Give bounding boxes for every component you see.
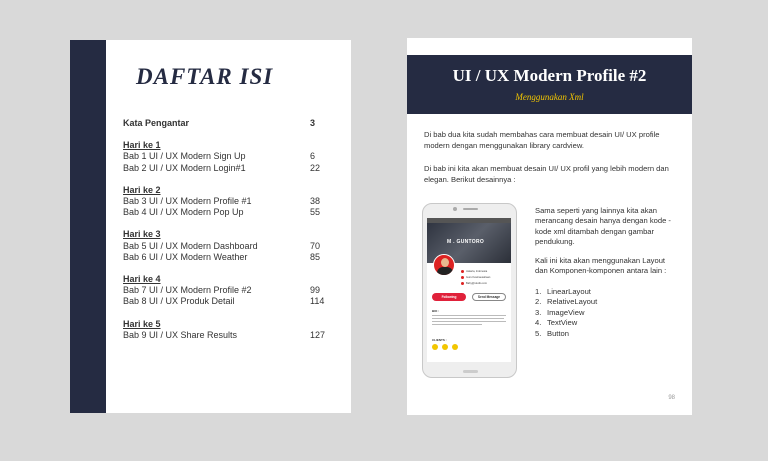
toc-day-heading: Hari ke 4 bbox=[123, 274, 161, 285]
client-logo-icon[interactable] bbox=[452, 344, 458, 350]
list-number: 5. bbox=[535, 328, 542, 338]
chapter-subtitle: Menggunakan Xml bbox=[515, 92, 584, 102]
toc-day-heading: Hari ke 2 bbox=[123, 184, 161, 195]
avatar bbox=[433, 254, 455, 276]
list-number: 4. bbox=[535, 318, 542, 328]
list-item bbox=[535, 287, 597, 297]
list-number: 1. bbox=[535, 287, 542, 296]
mail-icon bbox=[461, 282, 464, 285]
bio-label: BIO : bbox=[432, 309, 440, 313]
toc-row[interactable] bbox=[123, 196, 328, 207]
chapter-title: UI / UX Modern Profile #2 bbox=[452, 66, 647, 85]
toc-row[interactable] bbox=[123, 252, 328, 263]
toc-row[interactable] bbox=[123, 241, 328, 252]
list-item bbox=[535, 297, 597, 307]
toc-title: DAFTAR ISI bbox=[136, 64, 274, 89]
table-of-contents bbox=[123, 118, 328, 341]
list-label: LinearLayout bbox=[547, 287, 591, 296]
toc-intro-label: Kata Pengantar bbox=[123, 118, 190, 128]
toc-day-heading: Hari ke 5 bbox=[123, 318, 161, 329]
toc-row-label: Bab 2 UI / UX Modern Login#1 bbox=[123, 162, 246, 173]
list-label: TextView bbox=[547, 318, 578, 328]
client-logo-icon[interactable] bbox=[432, 344, 438, 350]
client-logo-icon[interactable] bbox=[442, 344, 448, 350]
briefcase-icon bbox=[461, 276, 464, 279]
toc-row-page: 6 bbox=[310, 151, 316, 162]
list-item bbox=[535, 308, 597, 318]
paragraph-intro: Di bab dua kita sudah membahas cara membuat desain UI/ UX profile modern dengan menggunakan library cardview. bbox=[424, 130, 660, 150]
list-item bbox=[535, 318, 597, 328]
toc-row[interactable] bbox=[123, 151, 328, 162]
avatar-head bbox=[441, 258, 449, 267]
paragraph-design: Di bab ini kita akan membuat desain UI/ UX profil yang lebih modern dan elegan. Berikut desainnya : bbox=[424, 164, 669, 184]
toc-intro-page: 3 bbox=[310, 118, 316, 128]
list-number: 2. bbox=[535, 297, 542, 307]
toc-row-label: Bab 1 UI / UX Modern Sign Up bbox=[123, 151, 246, 162]
toc-row-label: Bab 6 UI / UX Modern Weather bbox=[123, 251, 248, 262]
list-number: 3. bbox=[535, 307, 542, 317]
list-label: RelativeLayout bbox=[547, 297, 598, 307]
toc-day-heading: Hari ke 3 bbox=[123, 229, 161, 240]
list-item bbox=[535, 329, 597, 339]
camera-icon bbox=[453, 207, 457, 211]
profile-info-text: Guru Kewirausahaan bbox=[466, 276, 491, 279]
toc-row-page: 55 bbox=[310, 207, 321, 218]
speaker-icon bbox=[463, 208, 478, 210]
profile-info-row bbox=[461, 276, 490, 279]
list-label: ImageView bbox=[547, 307, 585, 317]
toc-row-label: Bab 7 UI / UX Modern Profile #2 bbox=[123, 285, 252, 296]
phone-screen bbox=[427, 218, 511, 362]
bio-text-line bbox=[432, 318, 504, 319]
toc-row[interactable] bbox=[123, 330, 328, 341]
profile-info-text: Jakarta, Indonesia bbox=[466, 270, 488, 273]
toc-row[interactable] bbox=[123, 163, 328, 174]
component-list bbox=[535, 287, 597, 339]
toc-intro-row[interactable] bbox=[123, 118, 328, 129]
page-number: 98 bbox=[668, 395, 675, 401]
side-paragraph-1: Sama seperti yang lainnya kita akan merancang desain hanya dengan kode -kode xml ditambah dengan gambar pendukung. bbox=[535, 206, 671, 247]
list-label: Button bbox=[547, 328, 569, 338]
profile-name: M . GUNTORO bbox=[447, 239, 485, 245]
avatar-body bbox=[437, 267, 453, 276]
toc-row-label: Bab 8 UI / UX Produk Detail bbox=[123, 296, 235, 307]
bio-text-line bbox=[432, 321, 506, 322]
bio-text-line bbox=[432, 315, 506, 316]
toc-row-page: 127 bbox=[310, 329, 326, 340]
chapter-banner bbox=[407, 55, 692, 114]
profile-info-text: Baby@studio.com bbox=[466, 282, 488, 285]
toc-row-page: 114 bbox=[310, 296, 325, 307]
toc-day-heading: Hari ke 1 bbox=[123, 140, 161, 151]
clients-label: CLIENTS : bbox=[432, 338, 447, 342]
home-button bbox=[463, 370, 478, 373]
toc-row[interactable] bbox=[123, 207, 328, 218]
following-button[interactable]: Following bbox=[432, 293, 466, 301]
toc-row-page: 99 bbox=[310, 285, 321, 296]
page-spine bbox=[70, 40, 106, 413]
bio-text-line bbox=[432, 324, 482, 325]
toc-row-page: 85 bbox=[310, 251, 321, 262]
toc-row-label: Bab 9 UI / UX Share Results bbox=[123, 329, 238, 340]
toc-row-label: Bab 5 UI / UX Modern Dashboard bbox=[123, 240, 258, 251]
toc-row-page: 70 bbox=[310, 240, 321, 251]
side-paragraph-2: Kali ini kita akan menggunakan Layout dan Komponen-komponen antara lain : bbox=[535, 256, 667, 276]
chapter-page bbox=[407, 38, 692, 415]
toc-row[interactable] bbox=[123, 285, 328, 296]
toc-page bbox=[70, 40, 351, 413]
send-message-button[interactable]: Send Message bbox=[472, 293, 506, 301]
toc-row[interactable] bbox=[123, 296, 328, 307]
profile-info-row bbox=[461, 282, 487, 285]
location-icon bbox=[461, 270, 464, 273]
profile-info-row bbox=[461, 270, 487, 273]
toc-row-label: Bab 4 UI / UX Modern Pop Up bbox=[123, 207, 244, 218]
toc-row-page: 22 bbox=[310, 162, 321, 173]
toc-row-label: Bab 3 UI / UX Modern Profile #1 bbox=[123, 196, 252, 207]
toc-row-page: 38 bbox=[310, 196, 321, 207]
phone-mockup-image bbox=[422, 203, 517, 378]
